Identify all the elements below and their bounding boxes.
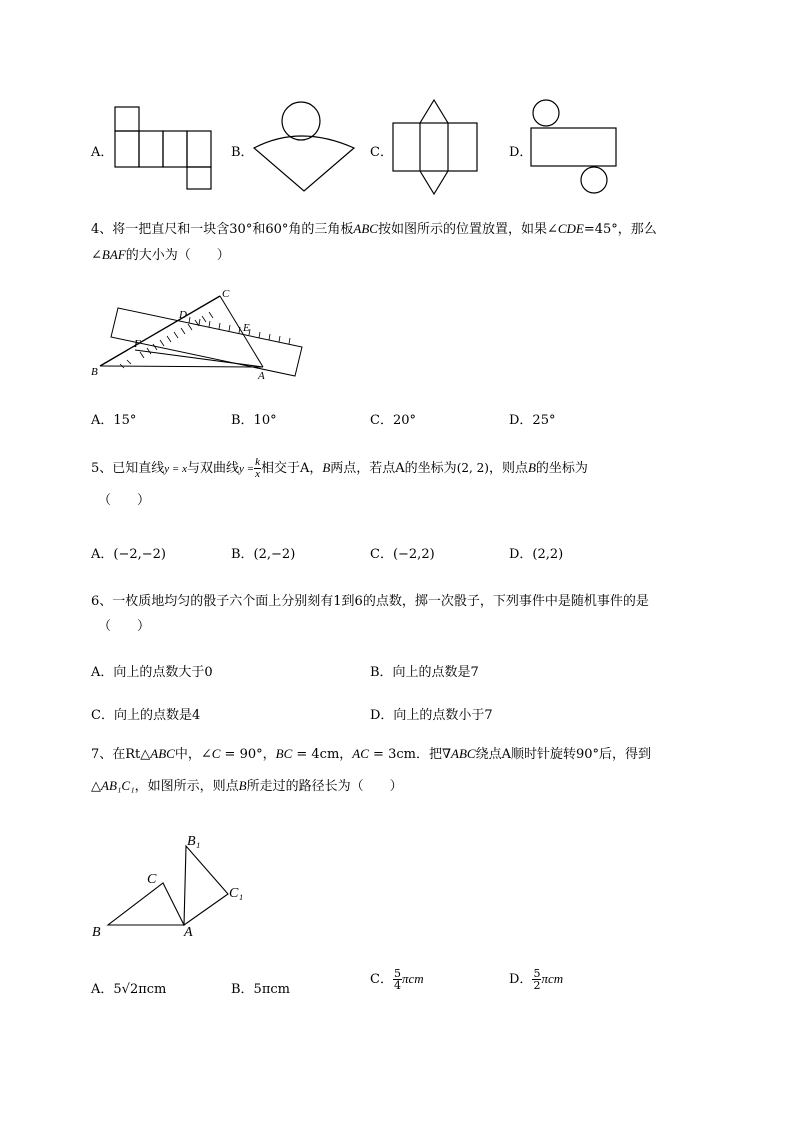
q4-option-d: D．25°	[509, 413, 556, 428]
q4-label-c: C	[222, 288, 230, 300]
q4-label-d: D	[179, 309, 187, 321]
q4-label-a: A	[258, 370, 265, 382]
q4-stem-line2: ∠BAF的大小为（ ）	[91, 247, 230, 263]
q5-option-b: B．(2,−2)	[231, 547, 296, 562]
q7-label-a: A	[184, 925, 193, 940]
q4-option-a: A．15°	[91, 413, 137, 428]
q4-label-f: F	[134, 338, 141, 350]
q7-label-c1: C₁	[229, 886, 244, 901]
q3-option-c-label: C．	[370, 145, 393, 160]
q5-option-d: D．(2,2)	[509, 547, 564, 562]
q4-option-c: C．20°	[370, 413, 416, 428]
q7-label-c: C	[147, 872, 157, 887]
q4-label-e: E	[243, 322, 250, 334]
q4-option-b: B．10°	[231, 413, 277, 428]
q4-stem-line1: 4、将一把直尺和一块含30°和60°角的三角板ABC按如图所示的位置放置，如果∠CDE=45°，那么	[91, 221, 657, 237]
q6-option-b: B．向上的点数是7	[370, 665, 479, 680]
q6-stem-line1: 6、一枚质地均匀的骰子六个面上分别刻有1到6的点数，掷一次骰子，下列事件中是随机事件的是	[91, 594, 649, 609]
q4-label-b: B	[91, 366, 98, 378]
q3-option-d-label: D．	[509, 145, 533, 160]
q7-label-b: B	[92, 925, 101, 940]
q6-option-a: A．向上的点数大于0	[91, 665, 213, 680]
q7-option-c: C． $\frac{5}{4}$ πcm	[370, 967, 424, 992]
q5-stem-line1: 5、已知直线y = x与双曲线y = $\frac{k}{x}$ 相交于A，B两点，若点A的坐标为(2, 2)，则点B的坐标为	[91, 456, 588, 480]
q7-option-a: A．5√2πcm	[91, 982, 167, 997]
q3-option-b-label: B．	[231, 145, 254, 160]
q7-option-b: B．5πcm	[231, 982, 290, 997]
q7-label-b1: B₁	[187, 834, 201, 849]
q7-stem-line1: 7、在Rt△ABC中，∠C = 90°，BC = 4cm，AC = 3cm．把∇ABC绕点A顺时针旋转90°后，得到	[91, 746, 652, 762]
q5-stem-line2: （ ）	[98, 493, 151, 508]
q5-option-a: A．(−2,−2)	[91, 547, 166, 562]
q6-option-c: C．向上的点数是4	[91, 708, 201, 723]
q3-option-a-label: A．	[91, 145, 114, 160]
q7-stem-line2: △AB₁C₁，如图所示，则点B所走过的路径长为（ ）	[91, 778, 403, 794]
q6-stem-line2: （ ）	[98, 619, 151, 634]
q6-option-d: D．向上的点数小于7	[370, 708, 493, 723]
q7-option-d: D． $\frac{5}{2}$ πcm	[509, 967, 564, 992]
q5-option-c: C．(−2,2)	[370, 547, 435, 562]
